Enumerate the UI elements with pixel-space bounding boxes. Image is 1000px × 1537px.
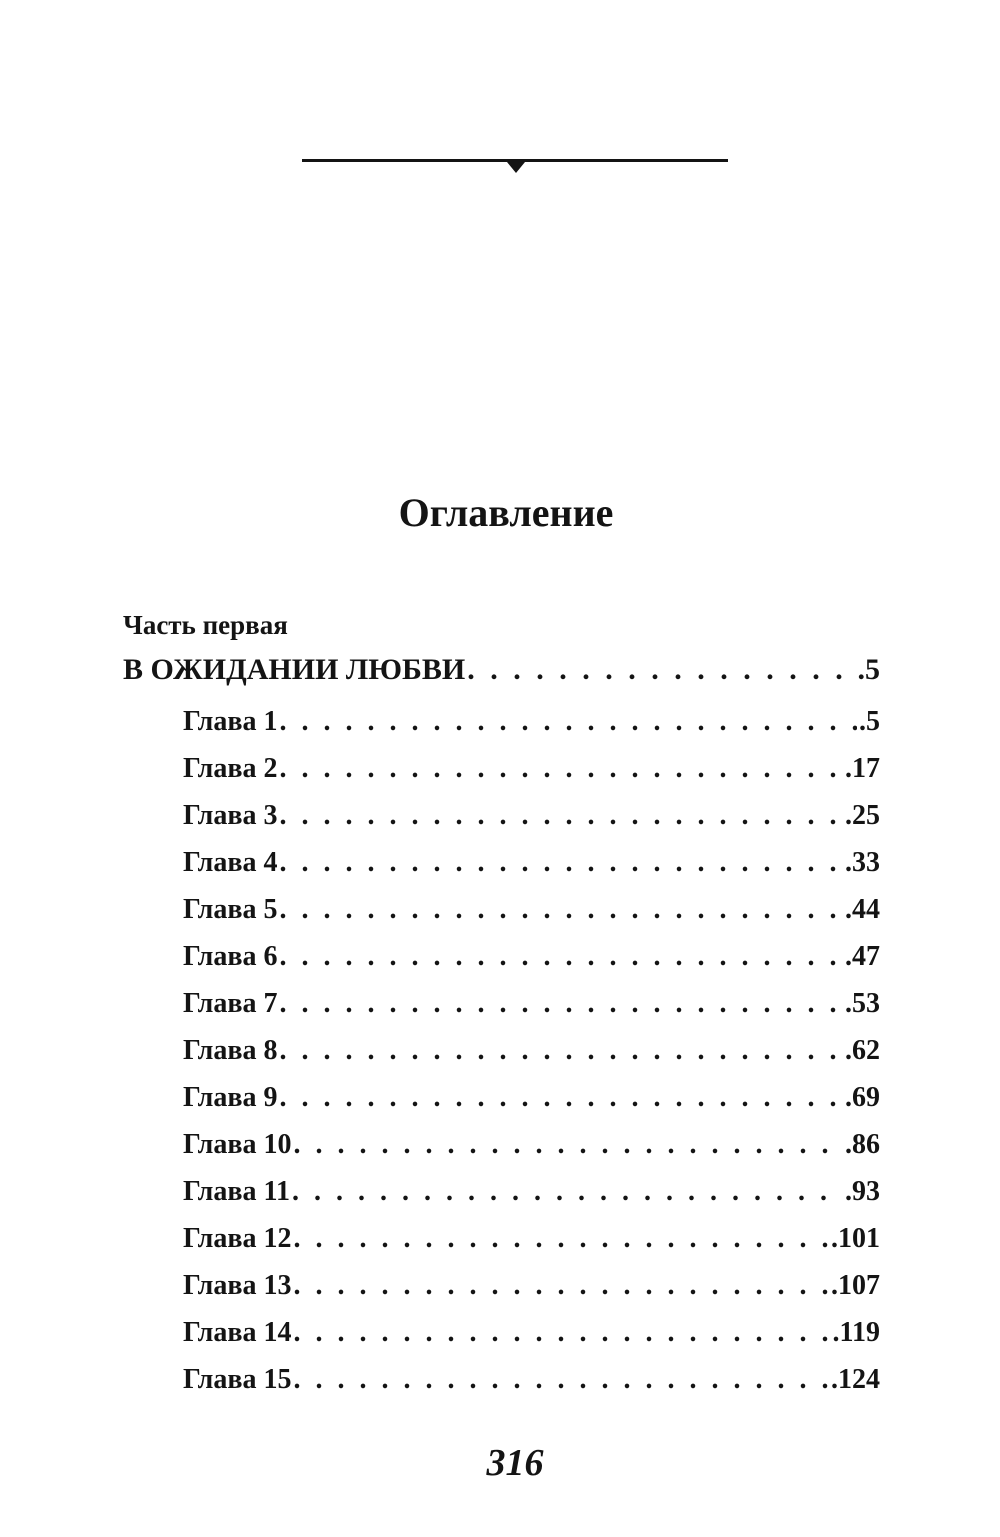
dot-leader — [294, 1127, 844, 1163]
toc-entry-chapter-7[interactable] — [183, 986, 880, 1022]
dot-leader — [280, 939, 844, 975]
toc-entry-chapter-2[interactable] — [183, 751, 880, 787]
toc-page-number: .17 — [845, 753, 880, 784]
toc-page-number: .5 — [859, 706, 880, 737]
toc-entry-chapter-11[interactable] — [183, 1174, 880, 1210]
dot-leader — [294, 1221, 830, 1257]
dot-leader — [280, 704, 858, 740]
toc-entry-part[interactable] — [123, 651, 880, 689]
dot-leader — [280, 1033, 844, 1069]
page-number: 316 — [486, 1442, 544, 1484]
toc-entry-chapter-10[interactable] — [183, 1127, 880, 1163]
toc-entry-chapter-12[interactable] — [183, 1221, 880, 1257]
dot-leader — [467, 651, 855, 689]
dot-leader — [280, 1080, 844, 1116]
down-triangle-icon — [507, 162, 525, 173]
toc-chapter-label: Глава 11 — [183, 1176, 290, 1207]
toc-entry-chapter-5[interactable] — [183, 892, 880, 928]
toc-page-number: .124 — [831, 1364, 880, 1395]
toc-chapter-label: Глава 15 — [183, 1364, 292, 1395]
dot-leader — [294, 1268, 830, 1304]
dot-leader — [280, 892, 844, 928]
toc-entry-chapter-8[interactable] — [183, 1033, 880, 1069]
part-label: Часть первая — [123, 610, 288, 640]
toc-page-number: .107 — [831, 1270, 880, 1301]
toc-entry-chapter-3[interactable] — [183, 798, 880, 834]
dot-leader — [280, 845, 844, 881]
toc-entry-chapter-6[interactable] — [183, 939, 880, 975]
toc-page-number: .5 — [857, 653, 880, 686]
dot-leader — [280, 751, 844, 787]
toc-chapter-label: Глава 4 — [183, 847, 278, 878]
toc-page-number: .44 — [845, 894, 880, 925]
toc-chapter-label: Глава 10 — [183, 1129, 292, 1160]
toc-page-number: .69 — [845, 1082, 880, 1113]
toc-page-number: .25 — [845, 800, 880, 831]
dot-leader — [292, 1174, 843, 1210]
toc-chapter-label: Глава 2 — [183, 753, 278, 784]
toc-chapter-label: Глава 7 — [183, 988, 278, 1019]
toc-entry-chapter-13[interactable] — [183, 1268, 880, 1304]
toc-entry-chapter-14[interactable] — [183, 1315, 880, 1351]
toc-chapter-label: Глава 9 — [183, 1082, 278, 1113]
toc-chapter-label: Глава 12 — [183, 1223, 292, 1254]
dot-leader — [294, 1315, 831, 1351]
dot-leader — [294, 1362, 830, 1398]
toc-page-number: .86 — [845, 1129, 880, 1160]
toc-part-title: В ОЖИДАНИИ ЛЮБВИ — [123, 653, 466, 686]
toc-chapter-label: Глава 14 — [183, 1317, 292, 1348]
toc-page-number: .93 — [845, 1176, 880, 1207]
toc-page-number: .119 — [832, 1317, 880, 1348]
toc-chapter-label: Глава 3 — [183, 800, 278, 831]
page-title: Оглавление — [398, 490, 614, 535]
toc-chapter-label: Глава 13 — [183, 1270, 292, 1301]
dot-leader — [280, 798, 844, 834]
toc-page-number: .62 — [845, 1035, 880, 1066]
dot-leader — [280, 986, 844, 1022]
toc-page-number: .33 — [845, 847, 880, 878]
toc-chapter-label: Глава 8 — [183, 1035, 278, 1066]
toc-entry-chapter-1[interactable] — [183, 704, 880, 740]
toc-chapter-label: Глава 5 — [183, 894, 278, 925]
toc-entry-chapter-4[interactable] — [183, 845, 880, 881]
toc-page-number: .47 — [845, 941, 880, 972]
toc-chapter-label: Глава 1 — [183, 706, 278, 737]
toc-page-number: .53 — [845, 988, 880, 1019]
toc-entry-chapter-15[interactable] — [183, 1362, 880, 1398]
header-ornament — [302, 150, 728, 180]
toc-entry-chapter-9[interactable] — [183, 1080, 880, 1116]
toc-page-number: .101 — [831, 1223, 880, 1254]
toc-chapter-label: Глава 6 — [183, 941, 278, 972]
